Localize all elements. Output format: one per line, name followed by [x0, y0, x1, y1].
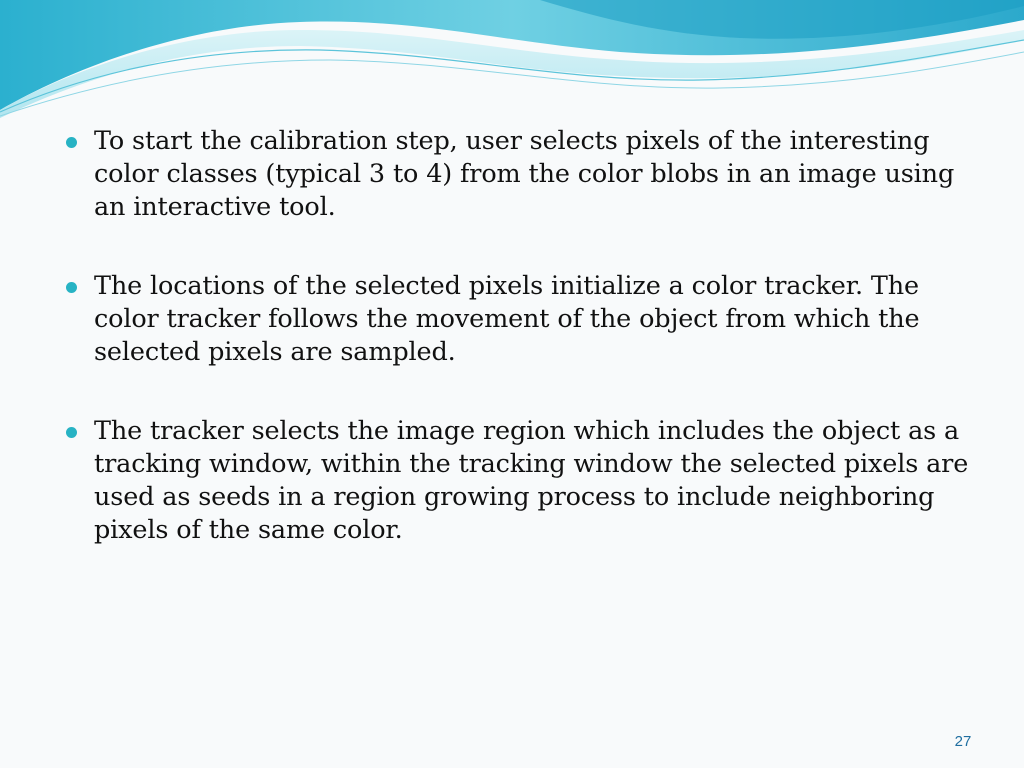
- page-number: 27: [954, 733, 972, 750]
- bullet-dot-icon: [66, 427, 77, 438]
- bullet-item: [62, 415, 982, 547]
- bullet-item: [62, 125, 982, 224]
- bullet-text: To start the calibration step, user selects pixels of the interesting color classes (typical 3 to 4) from the color blobs in an image using an interactive tool.: [94, 126, 955, 222]
- bullet-text: The locations of the selected pixels initialize a color tracker. The color tracker follows the movement of the object from which the selected pixels are sampled.: [94, 271, 920, 367]
- bullet-item: [62, 270, 982, 369]
- bullet-dot-icon: [66, 137, 77, 148]
- bullet-text: The tracker selects the image region which includes the object as a tracking window, within the tracking window the selected pixels are used as seeds in a region growing process to include neighboring pixels of the same color.: [94, 416, 969, 545]
- bullet-dot-icon: [66, 282, 77, 293]
- slide-content: [62, 125, 982, 593]
- bullet-list: [62, 125, 982, 547]
- decorative-wave-header: [0, 0, 1024, 130]
